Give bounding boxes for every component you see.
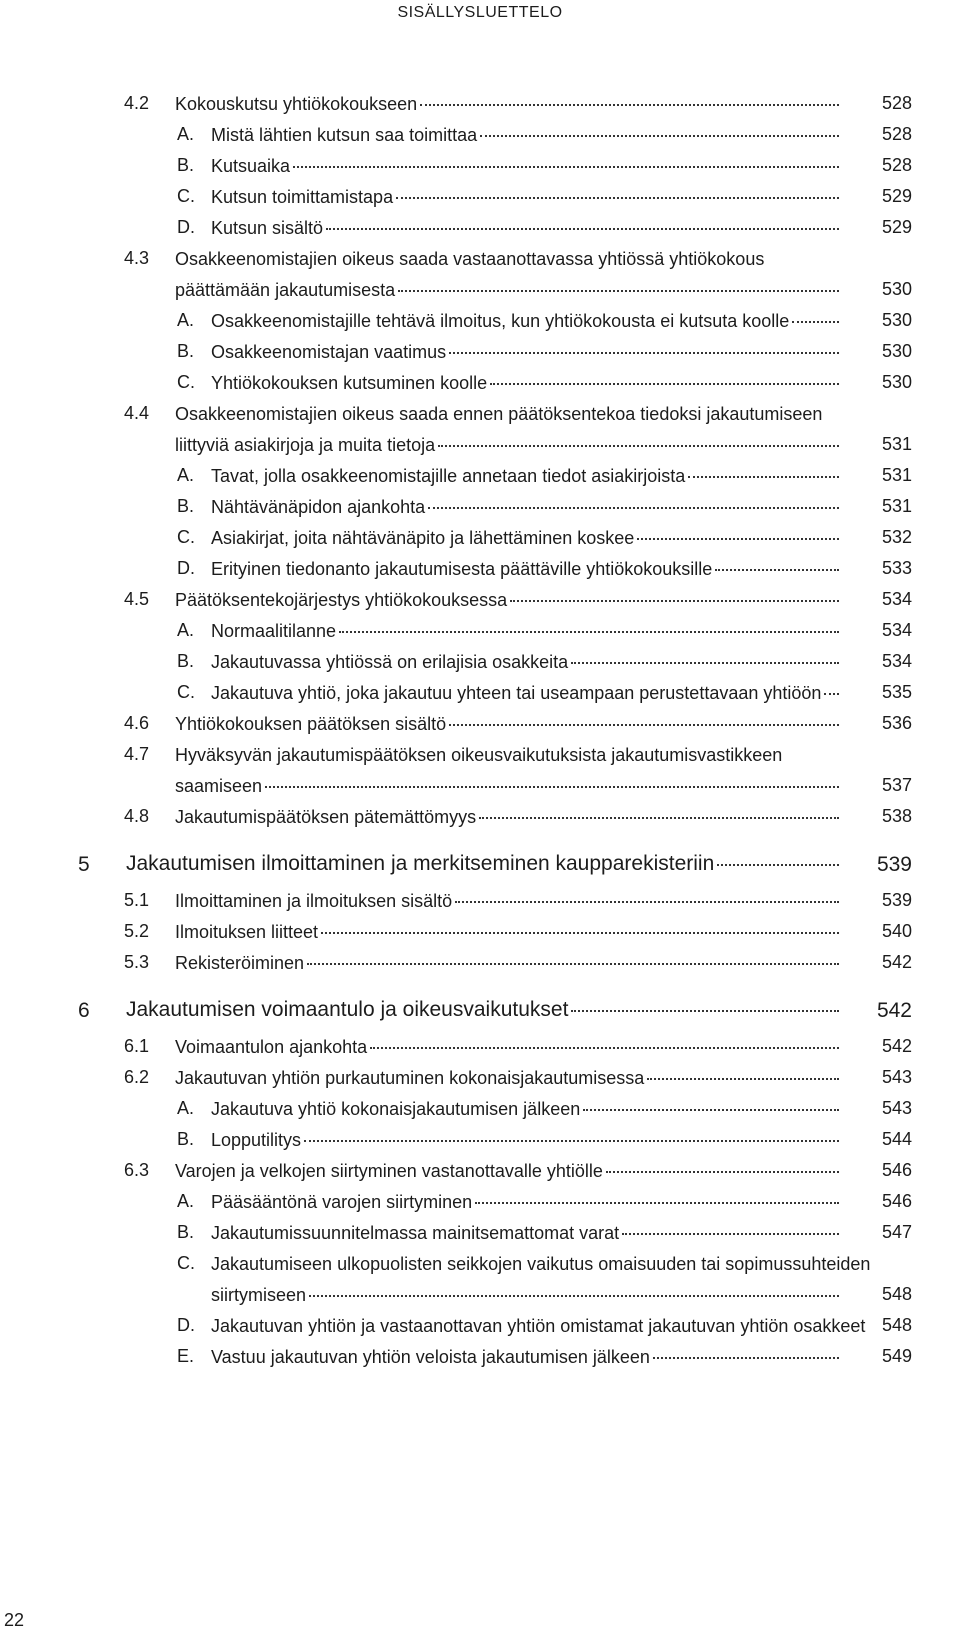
toc-entry-title: Kokouskutsu yhtiökokoukseen [175,94,418,114]
toc-entry-number: C. [177,186,195,206]
toc-entry-number: A. [177,310,195,330]
toc-entry-title: Erityinen tiedonanto jakautumisesta päättäville yhtiökokouksille [211,559,713,579]
toc-page-number: 543 [881,1067,912,1087]
toc-entry-number: B. [177,155,195,175]
toc-page-number: 534 [881,620,912,640]
toc-entry-title: Normaalitilanne [211,621,337,641]
toc-page-number: 549 [881,1346,912,1366]
toc-entry-number: A. [177,124,195,144]
toc-entry-number: C. [177,372,195,392]
toc-entry-number: 5 [78,853,90,876]
dot-leader [688,476,839,478]
toc-entry-number: 6.3 [124,1160,150,1180]
toc-entry-number: 4.3 [124,248,150,268]
toc-entry-number: A. [177,1098,195,1118]
toc-page-number: 529 [881,217,912,237]
toc-page-number: 540 [881,921,912,941]
toc-entry-number: 4.6 [124,713,150,733]
toc-entry-title: Jakautuvan yhtiön purkautuminen kokonaisjakautumisessa [175,1068,645,1088]
dot-leader [490,383,839,385]
toc-entry-number: B. [177,1129,195,1149]
toc-page-number: 534 [881,589,912,609]
toc-entry-number: B. [177,496,195,516]
dot-leader [510,600,839,602]
toc-entry-title: saamiseen [175,776,263,796]
dot-leader [326,228,839,230]
toc-entry-title: Jakautuvan yhtiön ja vastaanottavan yhtiön omistamat jakautuvan yhtiön osakkeet [211,1316,866,1336]
toc-entry-title: Osakkeenomistajan vaatimus [211,342,447,362]
dot-leader [717,864,839,866]
toc-entry-title: Pääsääntönä varojen siirtyminen [211,1192,473,1212]
toc-entry-title: Jakautuva yhtiö, joka jakautuu yhteen tai useampaan perustettavaan yhtiöön [211,683,822,703]
dot-leader [480,135,839,137]
toc-entry-title: Päätöksentekojärjestys yhtiökokouksessa [175,590,508,610]
toc-entry-title: Jakautumiseen ulkopuolisten seikkojen vaikutus omaisuuden tai sopimussuhteiden [211,1254,871,1274]
toc-entry-number: B. [177,651,195,671]
toc-entry-title: Jakautumisen ilmoittaminen ja merkitseminen kaupparekisteriin [126,852,715,875]
dot-leader [792,321,839,323]
toc-entry-title: Rekisteröiminen [175,953,305,973]
toc-page-number: 548 [881,1315,912,1335]
toc-entry-number: D. [177,217,195,237]
dot-leader [571,662,839,664]
dot-leader [339,631,839,633]
toc-entry-title: Lopputilitys [211,1130,302,1150]
toc-page-number: 532 [881,527,912,547]
toc-entry-number: C. [177,682,195,702]
dot-leader [449,352,839,354]
toc-page-number: 542 [881,1036,912,1056]
toc-entry-title: Jakautuvassa yhtiössä on erilajisia osakkeita [211,652,569,672]
toc-entry-title: liittyviä asiakirjoja ja muita tietoja [175,435,436,455]
toc-page-number: 534 [881,651,912,671]
toc-page-number: 528 [881,124,912,144]
toc-entry-title: Mistä lähtien kutsun saa toimittaa [211,125,478,145]
dot-leader [307,963,839,965]
dot-leader [475,1202,839,1204]
dot-leader [265,786,839,788]
toc-entry-number: B. [177,341,195,361]
toc-entry-title: Ilmoituksen liitteet [175,922,319,942]
toc-page-number: 530 [881,341,912,361]
dot-leader [398,290,839,292]
toc-entry-number: 4.4 [124,403,150,423]
toc-entry-number: 5.1 [124,890,150,910]
dot-leader [396,197,839,199]
toc-entry-number: D. [177,1315,195,1335]
dot-leader [370,1047,839,1049]
toc-page-number: 539 [881,890,912,910]
toc-page-number: 542 [881,952,912,972]
toc-entry-number: 5.3 [124,952,150,972]
toc-page-number: 531 [881,434,912,454]
toc-entry-title: Asiakirjat, joita nähtävänäpito ja lähettäminen koskee [211,528,635,548]
toc-entry-title: Tavat, jolla osakkeenomistajille annetaan tiedot asiakirjoista [211,466,686,486]
dot-leader [420,104,839,106]
dot-leader [637,538,839,540]
toc-entry-title: Osakkeenomistajien oikeus saada ennen päätöksentekoa tiedoksi jakautumiseen [175,404,823,424]
toc-entry-title: päättämään jakautumisesta [175,280,396,300]
toc-entry-number: E. [177,1346,195,1366]
toc-entry-title: Yhtiökokouksen kutsuminen koolle [211,373,488,393]
dot-leader [438,445,839,447]
toc-page-number: 528 [881,93,912,113]
toc-entry-number: 4.8 [124,806,150,826]
dot-leader [304,1140,839,1142]
dot-leader [647,1078,839,1080]
dot-leader [653,1357,839,1359]
toc-page-number: 530 [881,372,912,392]
toc-page-number: 538 [881,806,912,826]
toc-entry-title: siirtymiseen [211,1285,307,1305]
dot-leader [824,693,839,695]
toc-entry-title: Jakautumispäätöksen pätemättömyys [175,807,477,827]
toc-entry-number: A. [177,1191,195,1211]
toc-page-number: 546 [881,1160,912,1180]
toc-page-number: 548 [881,1284,912,1304]
toc-entry-number: 6.1 [124,1036,150,1056]
toc-entry-title: Hyväksyvän jakautumispäätöksen oikeusvaikutuksista jakautumisvastikkeen [175,745,783,765]
dot-leader [715,569,839,571]
toc-entry-number: C. [177,527,195,547]
toc-entry-title: Yhtiökokouksen päätöksen sisältö [175,714,447,734]
toc-page-number: 543 [881,1098,912,1118]
toc-page-number: 531 [881,496,912,516]
toc-entry-number: A. [177,620,195,640]
toc-page-number: 530 [881,310,912,330]
toc-page-number: 544 [881,1129,912,1149]
toc-entry-number: A. [177,465,195,485]
toc-page-number: 536 [881,713,912,733]
toc-entry-number: 4.2 [124,93,150,113]
dot-leader [606,1171,839,1173]
dot-leader [428,507,839,509]
toc-page-number: 546 [881,1191,912,1211]
toc-page-number: 529 [881,186,912,206]
toc-entry-title: Kutsuaika [211,156,291,176]
toc-page-number: 530 [881,279,912,299]
toc-entry-number: D. [177,558,195,578]
toc-page-number: 542 [876,999,912,1022]
running-header: SISÄLLYSLUETTELO [397,4,563,21]
toc-entry-title: Voimaantulon ajankohta [175,1037,368,1057]
toc-page-number: 533 [881,558,912,578]
toc-entry-title: Jakautuva yhtiö kokonaisjakautumisen jälkeen [211,1099,581,1119]
toc-entry-number: 4.5 [124,589,150,609]
toc-entry-title: Vastuu jakautuvan yhtiön veloista jakautumisen jälkeen [211,1347,650,1367]
dot-leader [309,1295,839,1297]
toc-page-number: 535 [881,682,912,702]
dot-leader [455,901,839,903]
dot-leader [571,1010,839,1012]
dot-leader [293,166,839,168]
toc-entry-number: 6.2 [124,1067,150,1087]
dot-leader [479,817,839,819]
toc-entry-number: 4.7 [124,744,150,764]
toc-entry-number: B. [177,1222,195,1242]
dot-leader [622,1233,839,1235]
toc-page-number: 547 [881,1222,912,1242]
dot-leader [449,724,839,726]
toc-entry-title: Osakkeenomistajien oikeus saada vastaanottavassa yhtiössä yhtiökokous [175,249,765,269]
toc-entry-title: Nähtävänäpidon ajankohta [211,497,426,517]
dot-leader [583,1109,839,1111]
toc-entry-title: Ilmoittaminen ja ilmoituksen sisältö [175,891,453,911]
toc-entry-number: C. [177,1253,195,1273]
dot-leader [321,932,839,934]
toc-entry-title: Jakautumissuunnitelmassa mainitsemattomat varat [211,1223,620,1243]
toc-page-number: 531 [881,465,912,485]
toc-entry-title: Kutsun sisältö [211,218,324,238]
toc-entry-title: Varojen ja velkojen siirtyminen vastanottavalle yhtiölle [175,1161,603,1181]
toc-entry-title: Osakkeenomistajille tehtävä ilmoitus, kun yhtiökokousta ei kutsuta koolle [211,311,790,331]
toc-page-number: 537 [881,775,912,795]
toc-page-number: 528 [881,155,912,175]
toc-entry-number: 6 [78,999,90,1022]
toc-entry-title: Jakautumisen voimaantulo ja oikeusvaikutukset [126,998,569,1021]
toc-page-number: 539 [876,853,912,876]
toc-entry-number: 5.2 [124,921,150,941]
toc-entry-title: Kutsun toimittamistapa [211,187,394,207]
page-number: 22 [4,1610,25,1630]
